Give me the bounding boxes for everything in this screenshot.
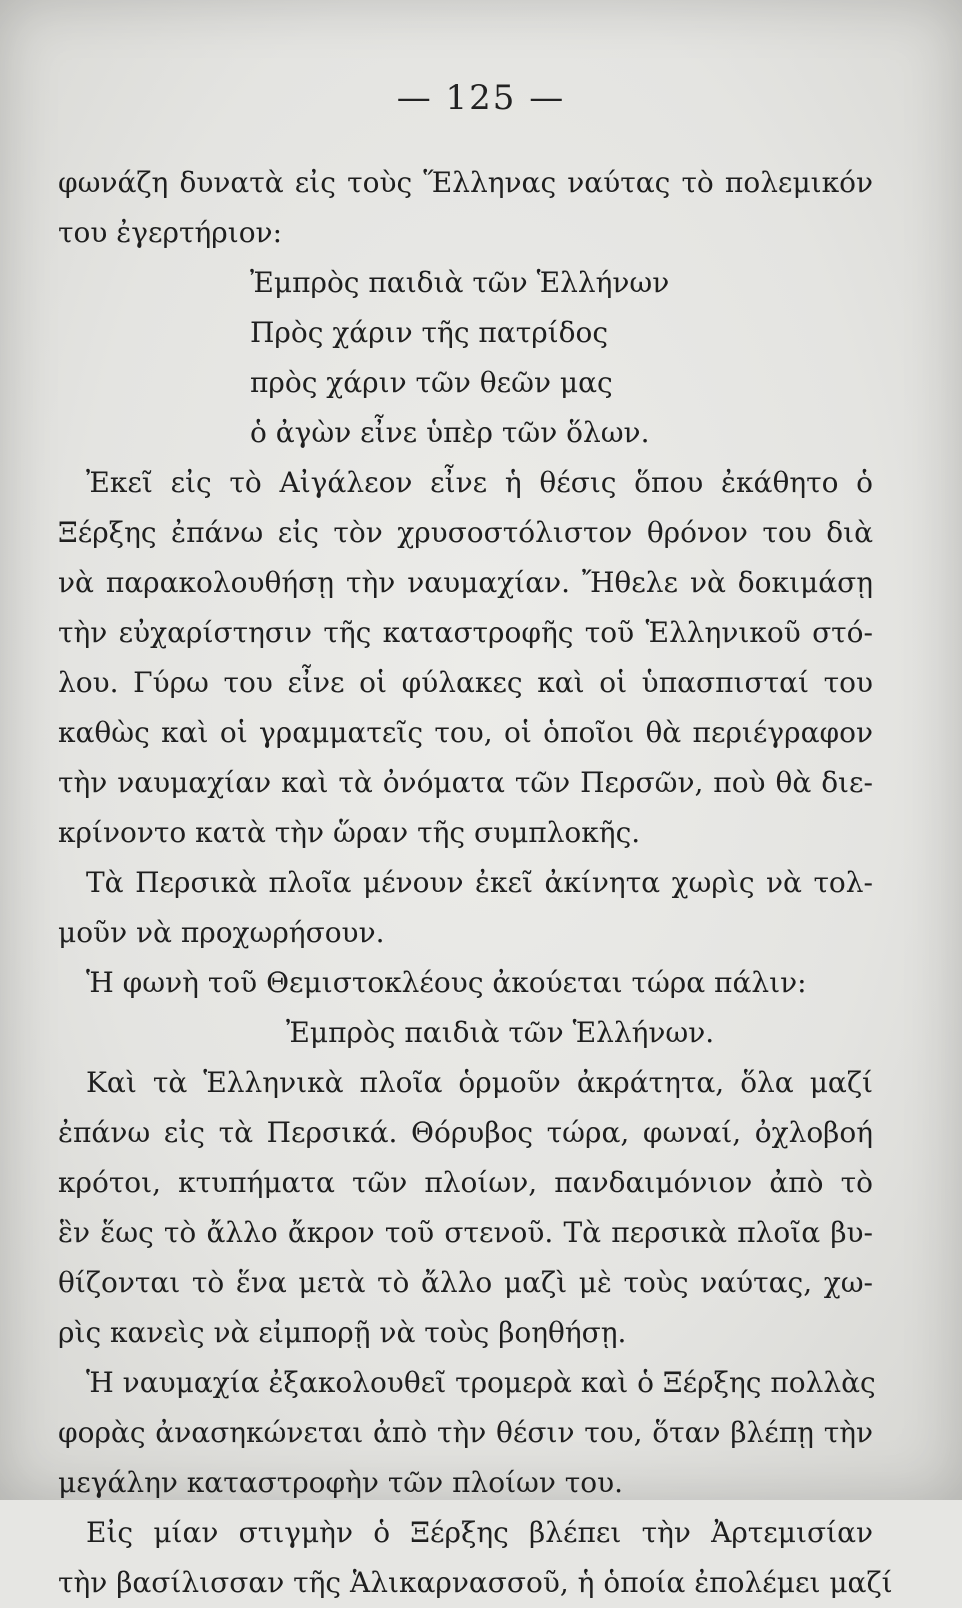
- verse-line: Ἐμπρὸς παιδιὰ τῶν Ἑλλήνων.: [286, 1016, 715, 1049]
- text-line: Ἐκεῖ εἰς τὸ Αἰγάλεον εἶνε ἡ θέσις ὅπου ἐκάθητο ὁ: [86, 466, 873, 499]
- text-line: Ἡ ναυμαχία ἐξακολουθεῖ τρομερὰ καὶ ὁ Ξέρξης πολλὰς: [86, 1366, 876, 1399]
- text-line: νὰ παρακολουθήσῃ τὴν ναυμαχίαν. Ἤθελε νὰ δοκιμάσῃ: [58, 566, 873, 599]
- text-line: τὴν βασίλισσαν τῆς Ἁλικαρνασσοῦ, ἡ ὁποία ἐπολέμει μαζί: [58, 1566, 893, 1599]
- text-line: Ἡ φωνὴ τοῦ Θεμιστοκλέους ἀκούεται τώρα πάλιν:: [86, 966, 807, 999]
- text-line: ἐπάνω εἰς τὰ Περσικά. Θόρυβος τώρα, φωναί, ὀχλοβοή: [58, 1116, 873, 1149]
- text-line: μεγάλην καταστροφὴν τῶν πλοίων του.: [58, 1466, 624, 1499]
- text-line: καθὼς καὶ οἱ γραμματεῖς του, οἱ ὁποῖοι θὰ περιέγραφον: [58, 716, 873, 749]
- page-number: — 125 —: [396, 78, 566, 118]
- verse-line: Ἐμπρὸς παιδιὰ τῶν Ἑλλήνων: [250, 266, 670, 299]
- text-line: φωνάζη δυνατὰ εἰς τοὺς Ἕλληνας ναύτας τὸ πολεμικόν: [58, 166, 873, 199]
- text-line: κρίνοντο κατὰ τὴν ὥραν τῆς συμπλοκῆς.: [58, 816, 641, 849]
- text-line: ρὶς κανεὶς νὰ εἰμπορῇ νὰ τοὺς βοηθήσῃ.: [58, 1316, 627, 1349]
- text-line: του ἐγερτήριον:: [58, 216, 283, 249]
- text-line: Τὰ Περσικὰ πλοῖα μένουν ἐκεῖ ἀκίνητα χωρὶς νὰ τολ-: [86, 866, 873, 899]
- text-line: Εἰς μίαν στιγμὴν ὁ Ξέρξης βλέπει τὴν Ἀρτεμισίαν: [86, 1516, 873, 1549]
- verse-line: Πρὸς χάριν τῆς πατρίδος: [250, 316, 609, 349]
- text-line: ἓν ἕως τὸ ἄλλο ἄκρον τοῦ στενοῦ. Τὰ περσικὰ πλοῖα βυ-: [58, 1216, 873, 1249]
- text-line: Ξέρξης ἐπάνω εἰς τὸν χρυσοστόλιστον θρόνον του διὰ: [58, 516, 873, 549]
- text-line: Καὶ τὰ Ἑλληνικὰ πλοῖα ὁρμοῦν ἀκράτητα, ὅλα μαζί: [86, 1066, 873, 1099]
- text-line: φορὰς ἀνασηκώνεται ἀπὸ τὴν θέσιν του, ὅταν βλέπῃ τὴν: [58, 1416, 873, 1449]
- text-line: λου. Γύρω του εἶνε οἱ φύλακες καὶ οἱ ὑπασπισταί του: [58, 666, 873, 699]
- text-line: τὴν ναυμαχίαν καὶ τὰ ὀνόματα τῶν Περσῶν, ποὺ θὰ διε-: [58, 766, 873, 799]
- verse-line: ὁ ἀγὼν εἶνε ὑπὲρ τῶν ὅλων.: [250, 416, 650, 449]
- text-line: μοῦν νὰ προχωρήσουν.: [58, 916, 385, 949]
- verse-line: πρὸς χάριν τῶν θεῶν μας: [250, 366, 613, 399]
- body-text: [58, 158, 893, 1608]
- text-line: θίζονται τὸ ἕνα μετὰ τὸ ἄλλο μαζὶ μὲ τοὺς ναύτας, χω-: [58, 1266, 873, 1299]
- text-line: τὴν εὐχαρίστησιν τῆς καταστροφῆς τοῦ Ἑλληνικοῦ στό-: [58, 616, 873, 649]
- text-line: κρότοι, κτυπήματα τῶν πλοίων, πανδαιμόνιον ἀπὸ τὸ: [58, 1166, 873, 1199]
